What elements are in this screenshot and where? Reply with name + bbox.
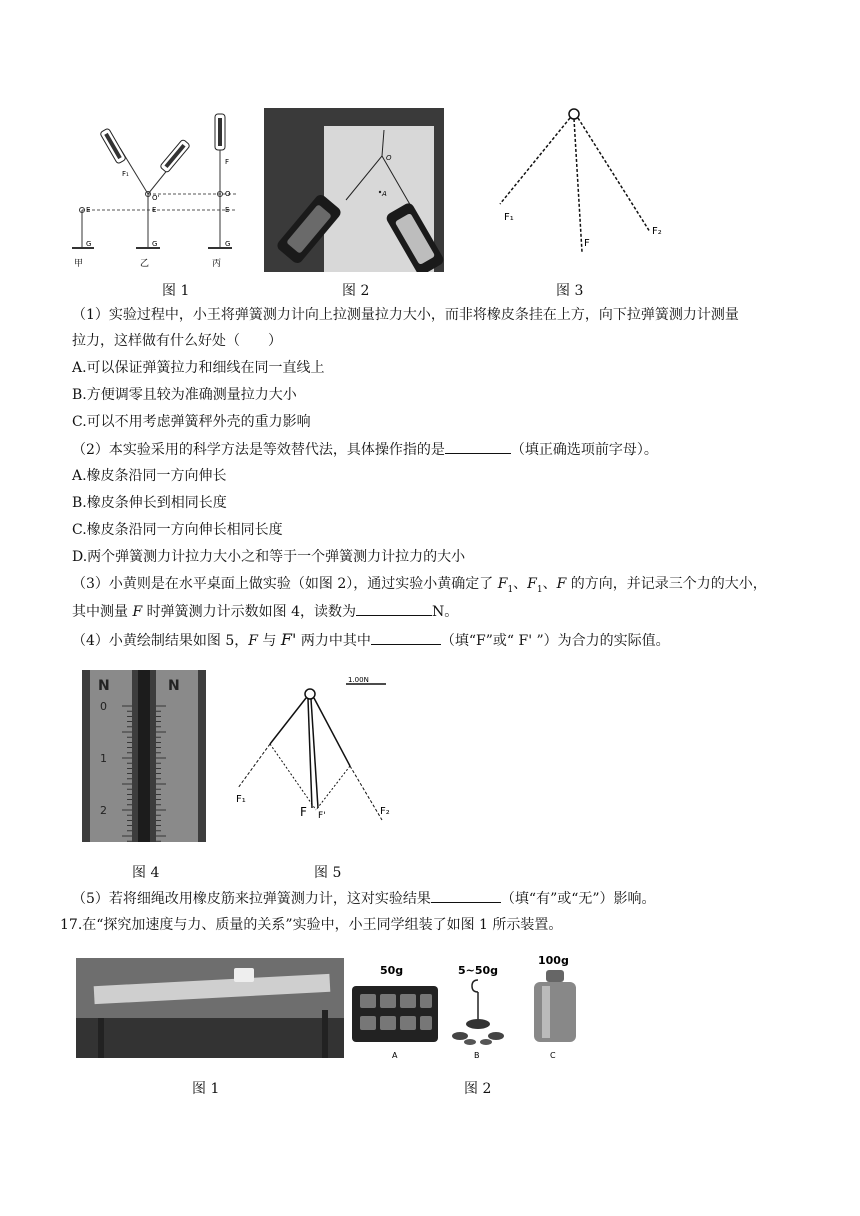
figure-3-force-lines bbox=[490, 104, 670, 264]
q17-text: 17.在“探究加速度与力、质量的关系”实验中，小王同学组装了如图 1 所示装置。 bbox=[60, 917, 563, 933]
q3-answer-blank[interactable] bbox=[356, 601, 432, 616]
q4-text: （4）小黄绘制结果如图 5，F 与 F' 两力中其中 （填“F”或“ F' ”）为合力的实际值。 bbox=[72, 630, 670, 649]
figure-1-caption: 图 1 bbox=[162, 283, 190, 299]
svg-text:F₁: F₁ bbox=[122, 170, 129, 178]
q1-option-c: C.可以不用考虑弹簧秤外壳的重力影响 bbox=[72, 414, 311, 430]
q5-text: （5）若将细绳改用橡皮筋来拉弹簧测力计，这对实验结果 （填“有”或“无”）影响。 bbox=[72, 888, 656, 909]
label-jia: 甲 bbox=[74, 259, 84, 269]
svg-text:A: A bbox=[382, 190, 387, 198]
bottom-figure-1-caption: 图 1 bbox=[192, 1081, 220, 1097]
q1-option-a: A.可以保证弹簧拉力和细线在同一直线上 bbox=[72, 360, 325, 376]
svg-text:F: F bbox=[584, 238, 590, 249]
svg-text:G: G bbox=[225, 240, 231, 248]
svg-text:100g: 100g bbox=[538, 954, 569, 967]
svg-text:C: C bbox=[550, 1051, 556, 1060]
svg-text:F: F bbox=[225, 158, 230, 166]
figure-4-spring-scale-reading bbox=[82, 670, 206, 842]
q2-option-c: C.橡皮条沿同一方向伸长相同长度 bbox=[72, 522, 283, 538]
q1-text-line2: 拉力，这样做有什么好处（ ） bbox=[72, 333, 282, 349]
svg-text:F₁: F₁ bbox=[504, 212, 514, 223]
svg-text:F₁: F₁ bbox=[236, 794, 246, 805]
svg-text:0: 0 bbox=[100, 700, 107, 713]
svg-text:O: O bbox=[386, 154, 392, 162]
figure-4-caption: 图 4 bbox=[132, 865, 160, 881]
svg-text:F: F bbox=[300, 805, 307, 819]
q3-text-line2: 其中测量 F 时弹簧测力计示数如图 4，读数为 N。 bbox=[72, 601, 458, 622]
svg-text:F₂: F₂ bbox=[380, 806, 390, 817]
figure-1-rubber-band-setup bbox=[68, 108, 248, 276]
svg-text:G: G bbox=[86, 240, 92, 248]
q3-text-line1: （3）小黄则是在水平桌面上做实验（如图 2），通过实验小黄确定了 $F_1$、$F_1$、F 的方向，并记录三个力的大小， bbox=[72, 576, 767, 595]
figure-5-caption: 图 5 bbox=[314, 865, 342, 881]
svg-text:2: 2 bbox=[100, 804, 107, 817]
q2-text: （2）本实验采用的科学方法是等效替代法，具体操作指的是 （填正确选项前字母）。 bbox=[72, 439, 658, 460]
figure-5-parallelogram-forces bbox=[222, 672, 412, 838]
svg-text:E: E bbox=[152, 206, 157, 214]
figure-3-caption: 图 3 bbox=[556, 283, 584, 299]
svg-text:5~50g: 5~50g bbox=[458, 964, 499, 977]
figure-2-table-experiment-photo bbox=[264, 108, 444, 272]
svg-text:B: B bbox=[474, 1051, 480, 1060]
q1-text-line1: （1）实验过程中，小王将弹簧测力计向上拉测量拉力大小，而非将橡皮条挂在上方，向下拉弹簧测力计测量 bbox=[72, 307, 739, 323]
q4-answer-blank[interactable] bbox=[371, 630, 441, 645]
q5-answer-blank[interactable] bbox=[431, 888, 501, 903]
figure-1-cart-track-photo bbox=[76, 958, 344, 1058]
q2-option-b: B.橡皮条伸长到相同长度 bbox=[72, 495, 227, 511]
bottom-figure-2-caption: 图 2 bbox=[464, 1081, 492, 1097]
svg-text:1.00N: 1.00N bbox=[348, 676, 369, 684]
q2-option-d: D.两个弹簧测力计拉力大小之和等于一个弹簧测力计拉力的大小 bbox=[72, 549, 466, 565]
label-bing: 丙 bbox=[212, 259, 222, 269]
svg-text:50g: 50g bbox=[380, 964, 404, 977]
svg-text:N: N bbox=[168, 678, 180, 694]
q2-answer-blank[interactable] bbox=[445, 439, 511, 454]
svg-text:O': O' bbox=[152, 194, 160, 202]
svg-text:N: N bbox=[98, 678, 110, 694]
svg-text:O: O bbox=[225, 190, 231, 198]
svg-text:E: E bbox=[225, 206, 230, 214]
q1-option-b: B.方便调零且较为准确测量拉力大小 bbox=[72, 387, 297, 403]
svg-text:F₂: F₂ bbox=[652, 226, 662, 237]
svg-text:F': F' bbox=[318, 811, 326, 821]
label-yi: 乙 bbox=[140, 259, 150, 269]
svg-text:G: G bbox=[152, 240, 158, 248]
figure-2-caption: 图 2 bbox=[342, 283, 370, 299]
svg-text:A: A bbox=[392, 1051, 398, 1060]
q2-option-a: A.橡皮条沿同一方向伸长 bbox=[72, 468, 227, 484]
figure-2-weights bbox=[350, 952, 590, 1064]
svg-text:1: 1 bbox=[100, 752, 107, 765]
svg-text:E: E bbox=[86, 206, 91, 214]
